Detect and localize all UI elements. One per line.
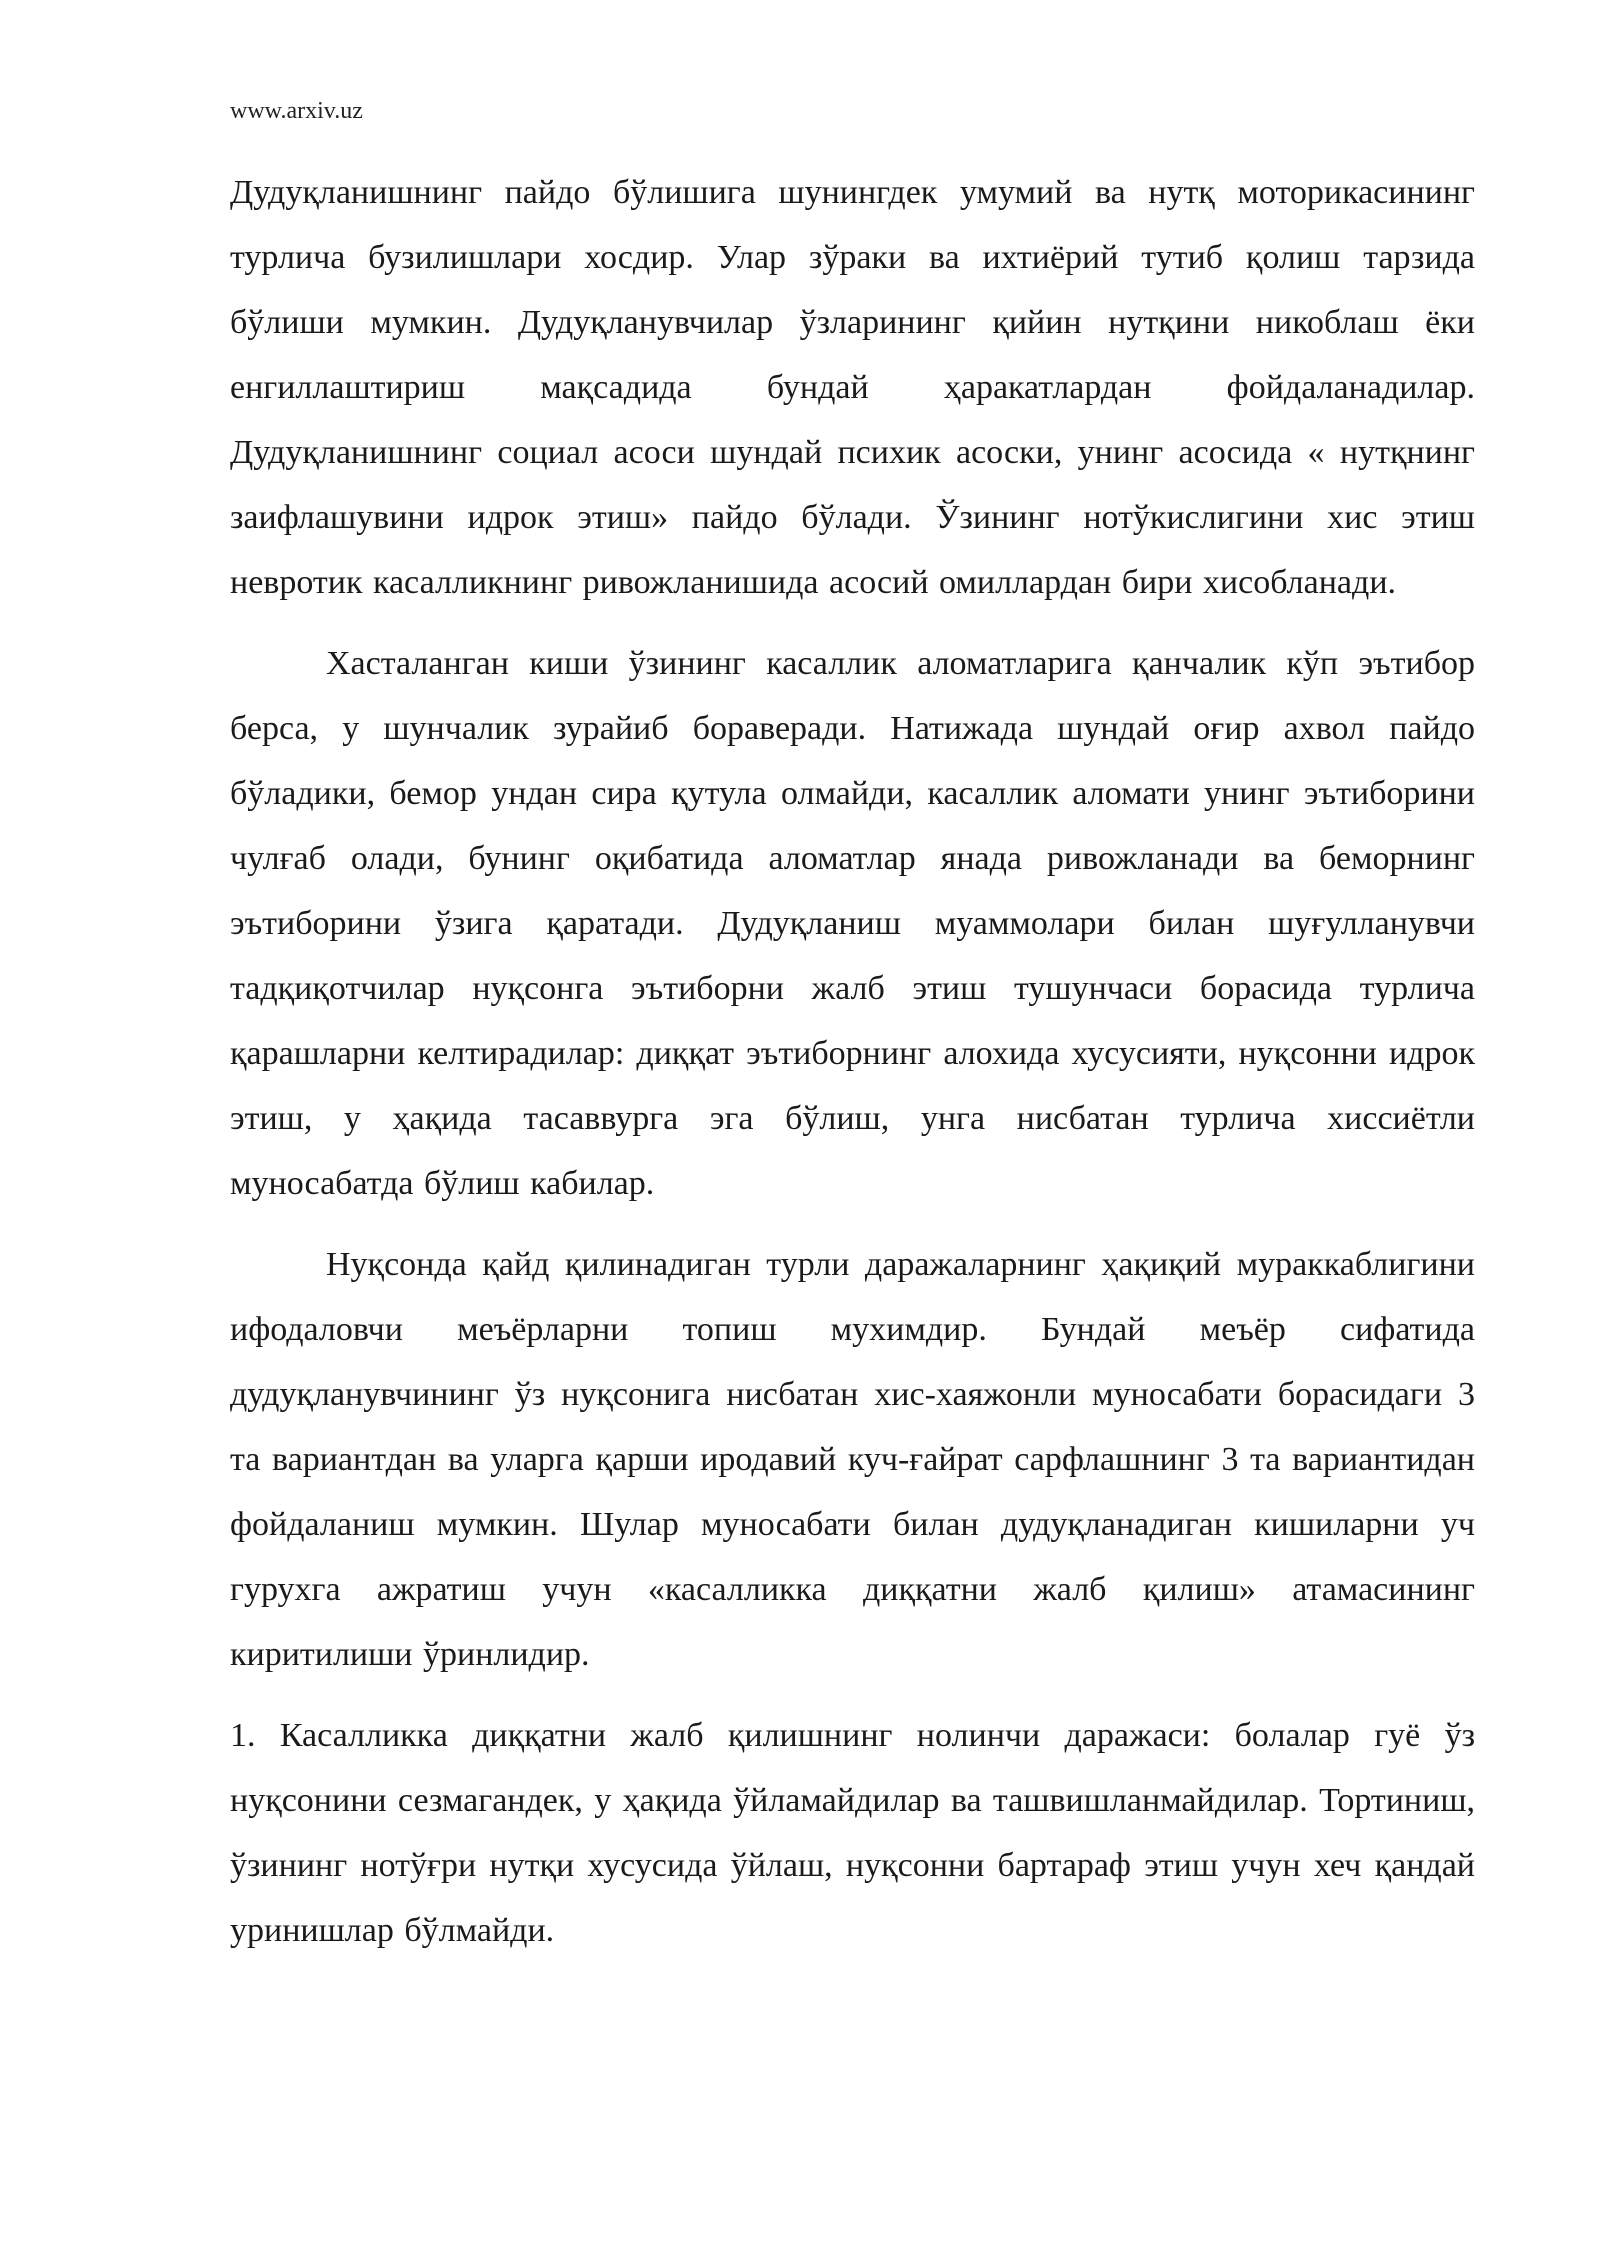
site-url: www.arxiv.uz — [230, 98, 363, 124]
paragraph-3: Нуқсонда қайд қилинадиган турли даражаларнинг ҳақиқий мураккаблигини ифодаловчи меъёрларни топиш мухимдир. Бундай меъёр сифатида дудуқланувчининг ўз нуқсонига нисбатан хис-хаяжонли муносабати борасидаги 3 та вариантдан ва уларга қарши иродавий куч-ғайрат сарфлашнинг 3 та вариантидан фойдаланиш мумкин. Шулар муносабати билан дудуқланадиган кишиларни уч гурухга ажратиш учун «касалликка диққатни жалб қилиш» атамасининг киритилиши ўринлидир. — [230, 1246, 1475, 1673]
paragraph-1: Дудуқланишнинг пайдо бўлишига шунингдек умумий ва нутқ моторикасининг турлича бузилишлари хосдир. Улар зўраки ва ихтиёрий тутиб қолиш тарзида бўлиши мумкин. Дудуқланувчилар ўзларининг қийин нутқини никоблаш ёки енгиллаштириш мақсадида бундай ҳаракатлардан фойдаланадилар. Дудуқланишнинг социал асоси шундай психик асоски, унинг асосида « нутқнинг заифлашувини идрок этиш» пайдо бўлади. Ўзининг нотўкислигини хис этиш невротик касалликнинг ривожланишида асосий омиллардан бири хисобланади. — [230, 174, 1475, 601]
paragraph-2: Хасталанган киши ўзининг касаллик аломатларига қанчалик кўп эътибор берса, у шунчалик зурайиб бораверади. Натижада шундай оғир ахвол пайдо бўладики, бемор ундан сира қутула олмайди, касаллик аломати унинг эътиборини чулғаб олади, бунинг оқибатида аломатлар янада ривожланади ва беморнинг эътиборини ўзига қаратади. Дудуқланиш муаммолари билан шуғулланувчи тадқиқотчилар нуқсонга эътиборни жалб этиш тушунчаси борасида турлича қарашларни келтирадилар: диққат эътиборнинг алохида хусусияти, нуқсонни идрок этиш, у ҳақида тасаввурга эга бўлиш, унга нисбатан турлича хиссиётли муносабатда бўлиш кабилар. — [230, 645, 1475, 1202]
document-body — [230, 160, 1475, 1963]
paragraph-4-list-item: 1. Касалликка диққатни жалб қилишнинг нолинчи даражаси: болалар гуё ўз нуқсонини сезмагандек, у ҳақида ўйламайдилар ва ташвишланмайдилар. Тортиниш, ўзининг нотўғри нутқи хусусида ўйлаш, нуқсонни бартараф этиш учун хеч қандай уринишлар бўлмайди. — [230, 1717, 1475, 1949]
